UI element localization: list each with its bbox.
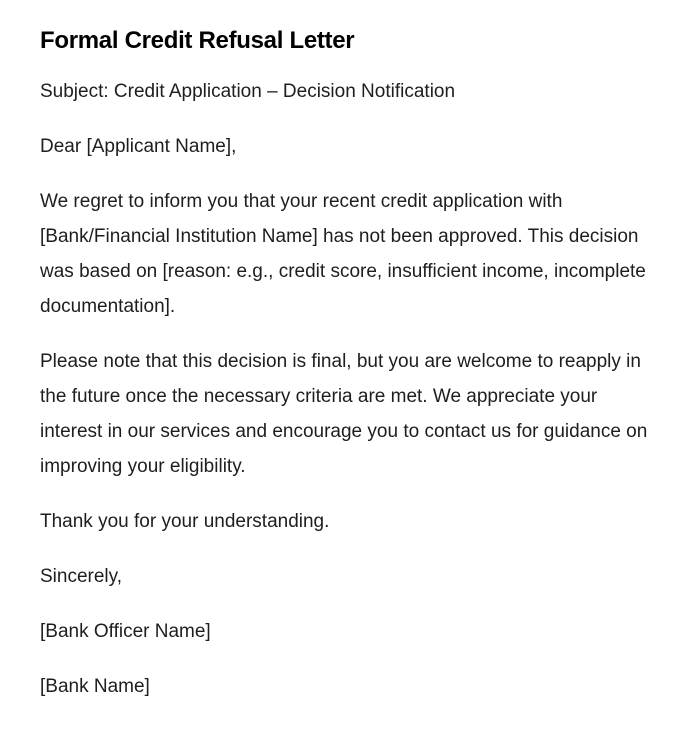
- letter-title: Formal Credit Refusal Letter: [40, 27, 355, 54]
- letter-closing: Sincerely,: [40, 566, 123, 587]
- letter-paragraph-reapply: Please note that this decision is final, but you are welcome to reapply in the future once the necessary criteria are met. We appreciate your interest in our services and encourage you to contact us for guidance on improving your eligibility.: [40, 351, 648, 477]
- letter-subject: Subject: Credit Application – Decision Notification: [40, 81, 456, 102]
- letter-officer-name: [Bank Officer Name]: [40, 621, 211, 642]
- letter-bank-name: [Bank Name]: [40, 676, 150, 697]
- letter-paragraph-decision: We regret to inform you that your recent credit application with [Bank/Financial Institution Name] has not been approved. This decision was based on [reason: e.g., credit score, insufficient income, incomplete documentation].: [40, 191, 646, 317]
- letter-salutation: Dear [Applicant Name],: [40, 136, 237, 157]
- letter-thanks: Thank you for your understanding.: [40, 511, 330, 532]
